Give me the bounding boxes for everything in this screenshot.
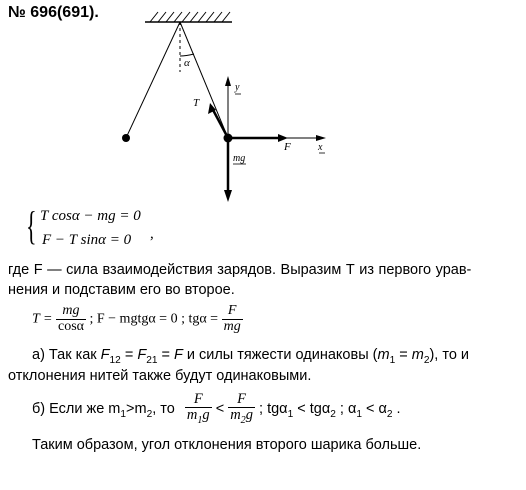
gravity-arrowhead	[224, 190, 232, 202]
left-thread	[126, 22, 180, 138]
system-brace: {	[26, 203, 37, 248]
fraction-denominator: cosα	[57, 318, 84, 334]
formula-lhs: T =	[32, 311, 53, 327]
paragraph-a-line-2: отклонения нитей также будут одинаковыми.	[8, 368, 312, 384]
y-axis-arrowhead	[225, 76, 231, 86]
force-label: F	[284, 141, 291, 153]
alpha-arc	[180, 54, 194, 56]
system-trail: ,	[150, 226, 154, 242]
conclusion: Таким образом, угол отклонения второго шарика больше.	[32, 437, 422, 453]
paragraph-b: б) Если же $m_1>m_2$, то $\frac{F}{m_1g}$ < $\frac{F}{m_2g}$ ; tgα$_1$ < tgα$_2$ ; $\alpha_1 < \alpha_2$ .	[32, 391, 401, 427]
pendulum-figure	[0, 0, 526, 210]
ceiling-hatch	[150, 12, 230, 22]
fraction-numerator-2: F	[222, 304, 243, 320]
system-line-2: F − T sinα = 0	[42, 232, 132, 248]
fraction-f-mg	[222, 304, 243, 334]
gravity-label: mg	[233, 153, 246, 164]
formula-mid: ; F − mgtgα = 0 ; tgα =	[89, 311, 219, 327]
formula-line	[32, 304, 243, 334]
system-line-1: T cosα − mg = 0	[40, 208, 141, 224]
equation-system	[26, 203, 186, 252]
problem-number: № 696(691).	[8, 4, 99, 21]
fraction-mg-cos	[56, 304, 86, 334]
x-label: x	[318, 142, 323, 153]
text-where: где F — сила взаимодействия зарядов. Выразим Т из первого урав-	[8, 262, 472, 278]
fraction-numerator: mg	[56, 304, 86, 320]
fraction-f-m2g: $\frac{F}{m_2g}$	[230, 391, 253, 427]
tension-arrow	[212, 108, 228, 138]
text-where-2: нения и подставим его во второе.	[8, 282, 235, 298]
x-axis-arrowhead	[316, 135, 326, 141]
paragraph-a: а) Так как $F_{12} = F_{21} = F$ и силы тяжести одинаковы $(m_1 = m_2)$, то и	[32, 347, 470, 366]
fraction-f-m1g: $\frac{F}{m_1g}$	[186, 391, 210, 427]
tension-label: T	[193, 97, 200, 109]
fraction-denominator-2: mg	[223, 318, 241, 334]
y-label: y	[235, 82, 240, 93]
right-thread	[180, 22, 228, 138]
left-ball	[122, 134, 130, 142]
alpha-label: α	[184, 57, 190, 69]
